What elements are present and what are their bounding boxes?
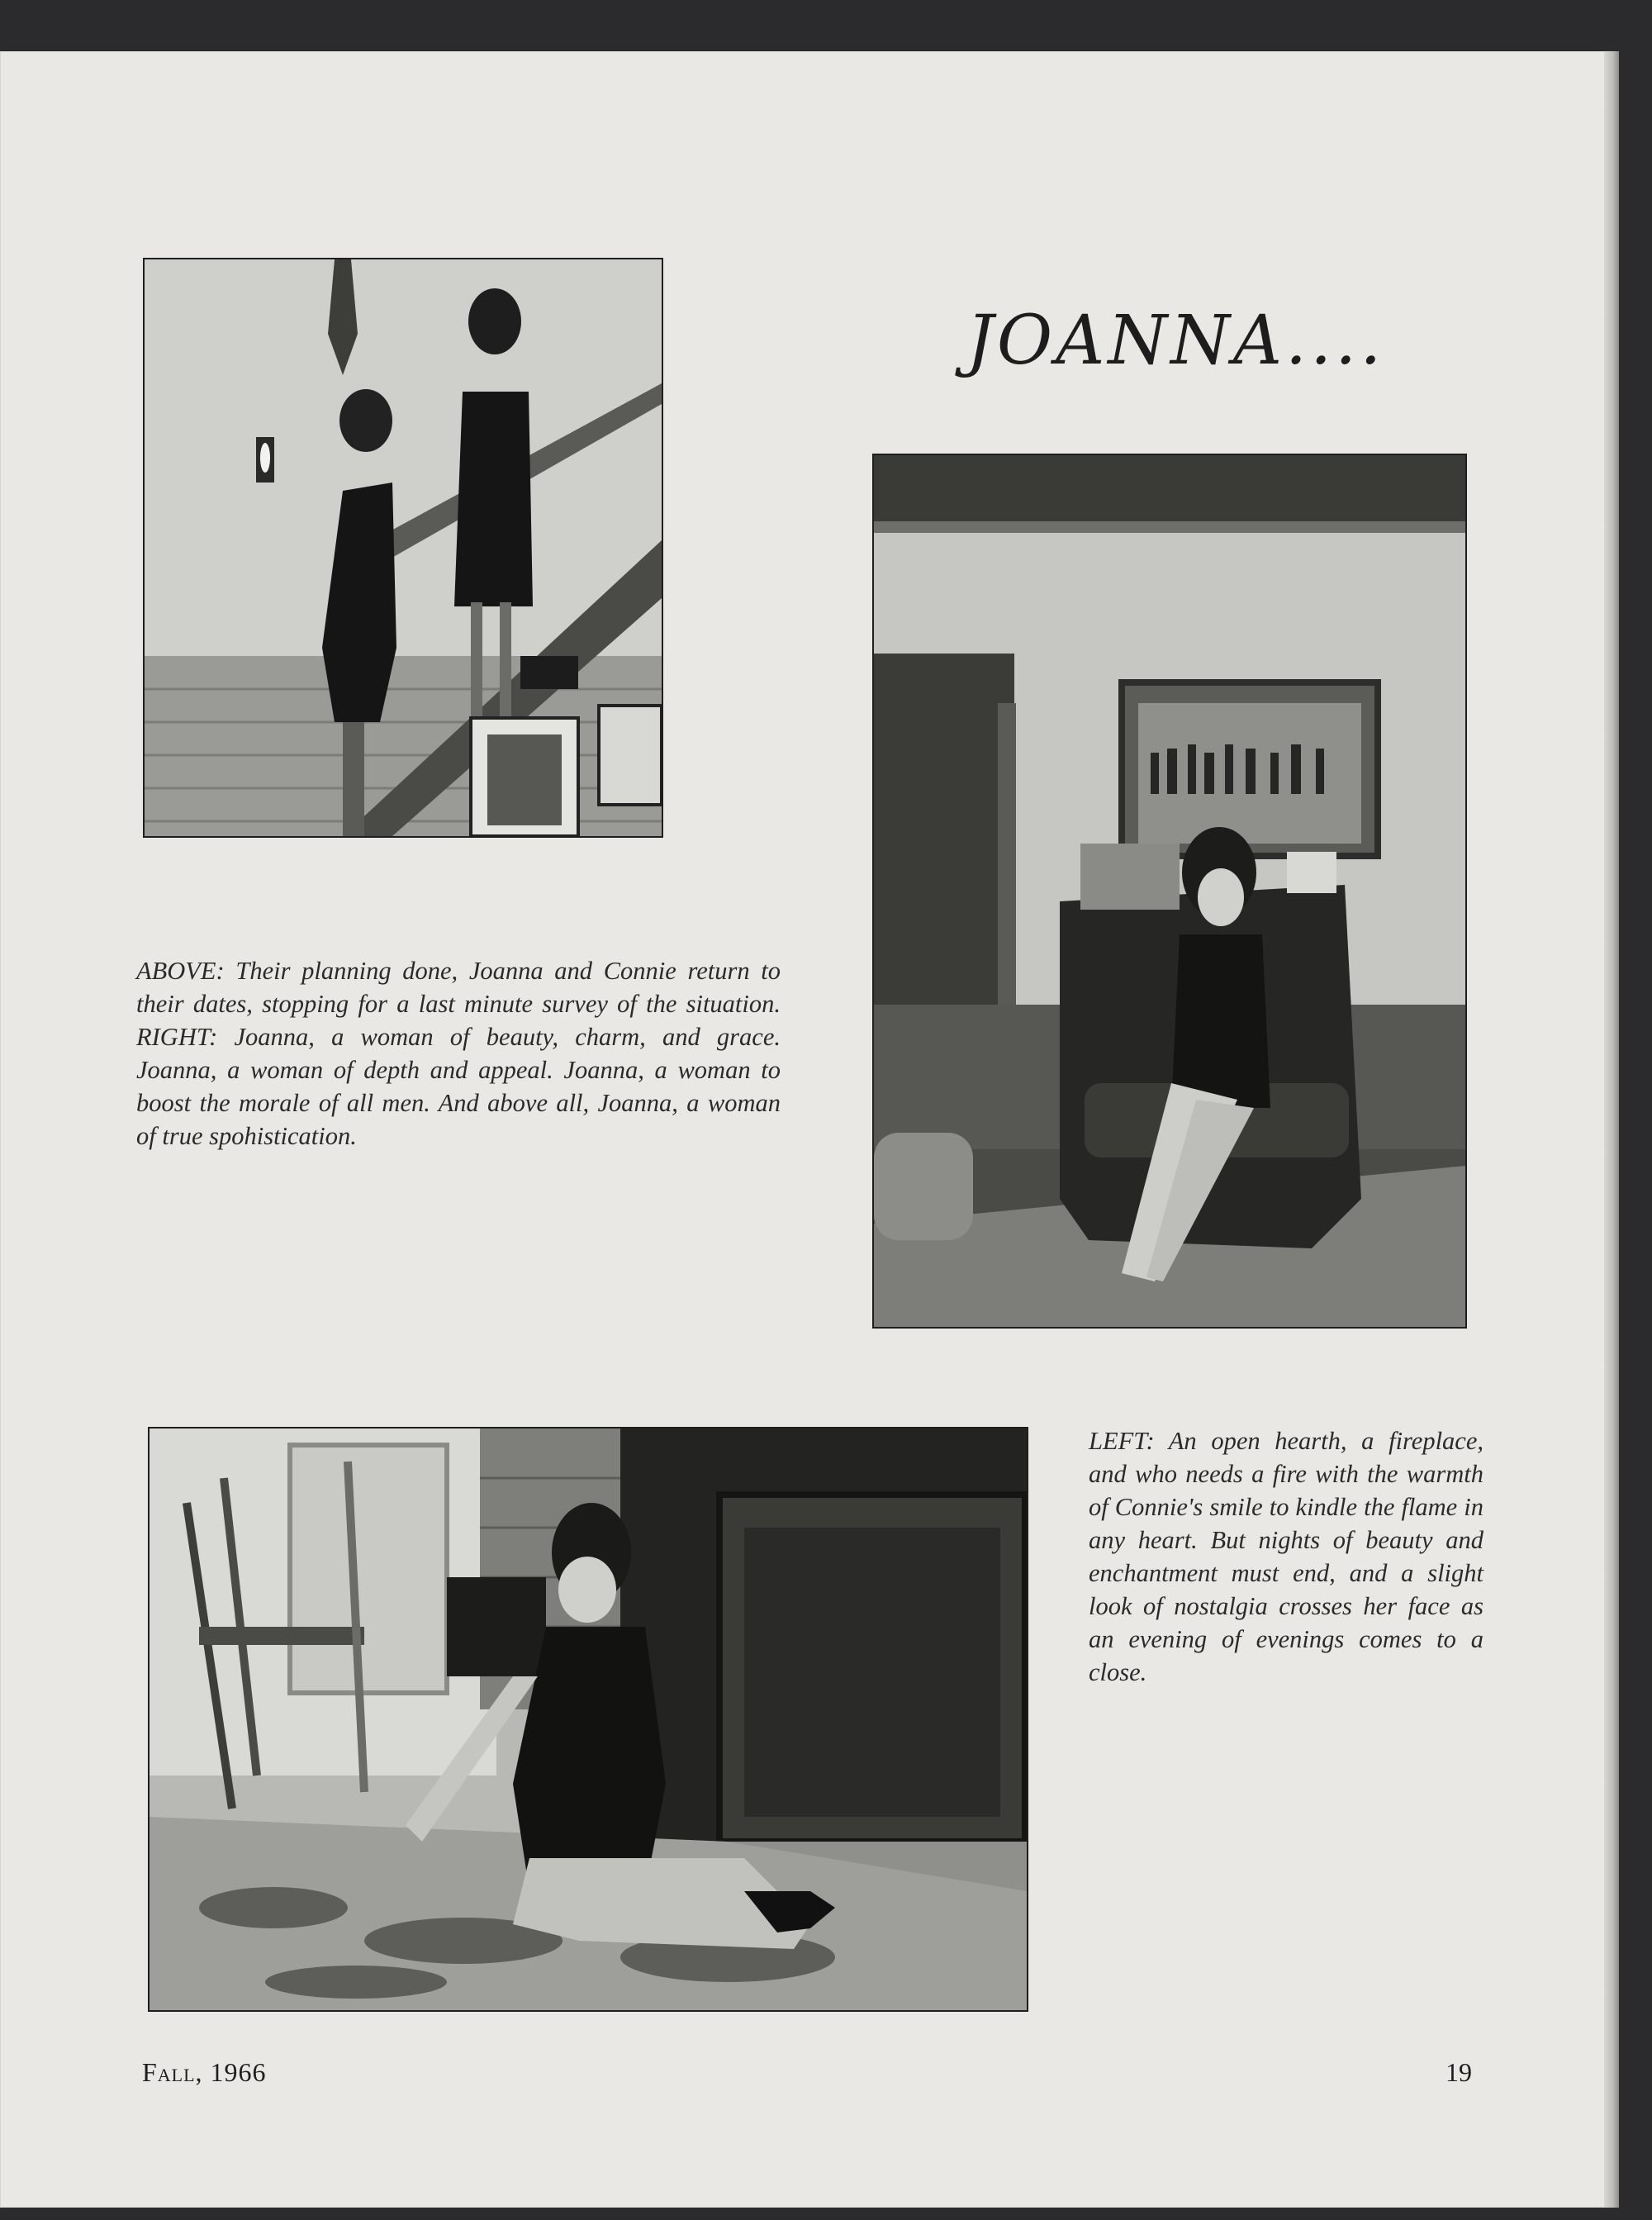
photo-staircase xyxy=(143,258,663,838)
caption-above-right: ABOVE: Their planning done, Joanna and Connie return to their dates, stopping for a last minute survey of the situation. RIGHT: Joanna, a woman of beauty, charm, and grace. Joanna, a woman of depth and appeal. Joanna, a woman to boost the morale of all men. And above all, Joanna, a woman of true spohistication. xyxy=(136,956,781,1150)
page-spine-edge xyxy=(1604,51,1619,2208)
photo-fireplace-rug xyxy=(148,1427,1028,2012)
caption-left: LEFT: An open hearth, a fireplace, and who needs a fire with the warmth of Connie's smile to kindle the flame in any heart. But nights of beauty and enchantment must end, and a slight look of nostalgia crosses her face as an evening of evenings comes to a close. xyxy=(1089,1426,1483,1686)
article-title: JOANNA.... xyxy=(966,302,1385,380)
footer-page-number: 19 xyxy=(1446,2057,1472,2087)
footer-issue-date: Fall, 1966 xyxy=(142,2057,267,2087)
photo-lounge-chair xyxy=(872,454,1467,1329)
